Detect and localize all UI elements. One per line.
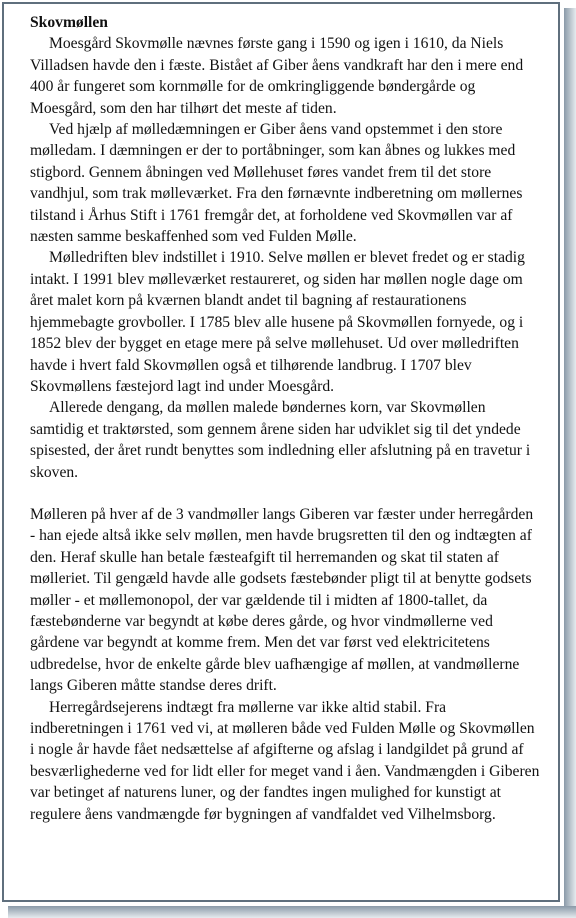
document-title: Skovmøllen: [30, 14, 108, 31]
paragraph-4: Allerede dengang, da møllen malede bøndernes korn, var Skovmøllen samtidig et traktørsted, som gennem årene siden har udviklet sig til det yndede spisested, der året rundt benyttes som indledning eller afslutning på en travetur i skoven.: [30, 399, 531, 481]
document-page: [2, 2, 560, 902]
page-shadow-bottom: [8, 906, 576, 918]
paragraph-3: Mølledriften blev indstillet i 1910. Selve møllen er blevet fredet og er stadig intakt. I 1991 blev mølleværket restaureret, og siden har møllen nogle dage om året malet korn på kværnen blandt andet til bagning af restaurationens hjemmebagte grovboller. I 1785 blev alle husene på Skovmøllen fornyede, og i 1852 blev der bygget en etage mere på selve møllehuset. Ud over mølledriften havde i hvert fald Skovmøllen også et tilhørende landbrug. I 1707 blev Skovmøllens fæstejord lagt ind under Moesgård.: [30, 249, 525, 395]
paragraph-2: Ved hjælp af mølledæmningen er Giber åens vand opstemmet i den store mølledam. I dæmningen er der to portåbninger, som kan åbnes og lukkes med stigbord. Gennem åbningen ved Møllehuset føres vandet frem til det store vandhjul, som trak mølleværket. Fra den førnævnte indberetning om møllernes tilstand i Århus Stift i 1761 fremgår det, at forholdene ved Skovmøllen var af næsten samme beskaffenhed som ved Fulden Mølle.: [30, 121, 523, 246]
section-gap: [30, 483, 540, 504]
paragraph-6: Herregårdsejerens indtægt fra møllerne var ikke altid stabil. Fra indberetningen i 1761 ved vi, at mølleren både ved Fulden Mølle og Skovmøllen i nogle år havde fået nedsættelse af afgifterne og afslag i landgildet på grund af besværlighederne ved for lidt eller for meget vand i åen. Vandmængden i Giberen var betinget af naturens luner, og der fandtes ingen mulighed for kunstigt at regulere åens vandmængde før bygningen af vandfaldet ved Vilhelmsborg.: [30, 698, 540, 823]
document-body: [30, 12, 540, 825]
paragraph-1: Moesgård Skovmølle nævnes første gang i 1590 og igen i 1610, da Niels Villadsen havde den i fæste. Bistået af Giber åens vandkraft har den i mere end 400 år fungeret som kornmølle for de omkringliggende bøndergårde og Moesgård, som den har tilhørt det meste af tiden.: [30, 35, 524, 117]
page-shadow-right: [564, 8, 576, 918]
paragraph-5: Mølleren på hver af de 3 vandmøller langs Giberen var fæster under herregården - han ejede altså ikke selv møllen, men havde brugsretten til den og indtægten af den. Heraf skulle han betale fæsteafgift til herremanden og skat til staten af mølleriet. Til gengæld havde alle godsets fæstebønder pligt til at benytte godsets møller - et møllemonopol, der var gældende til i midten af 1800-tallet, da fæstebønderne var begyndt at købe deres gårde, og hvor vindmøllerne ved gårdene var begyndt at komme frem. Men det var først ved elektricitetens udbredelse, hvor de enkelte gårde blev uafhængige af møllen, at vandmøllerne langs Giberen måtte standse deres drift.: [30, 505, 534, 695]
